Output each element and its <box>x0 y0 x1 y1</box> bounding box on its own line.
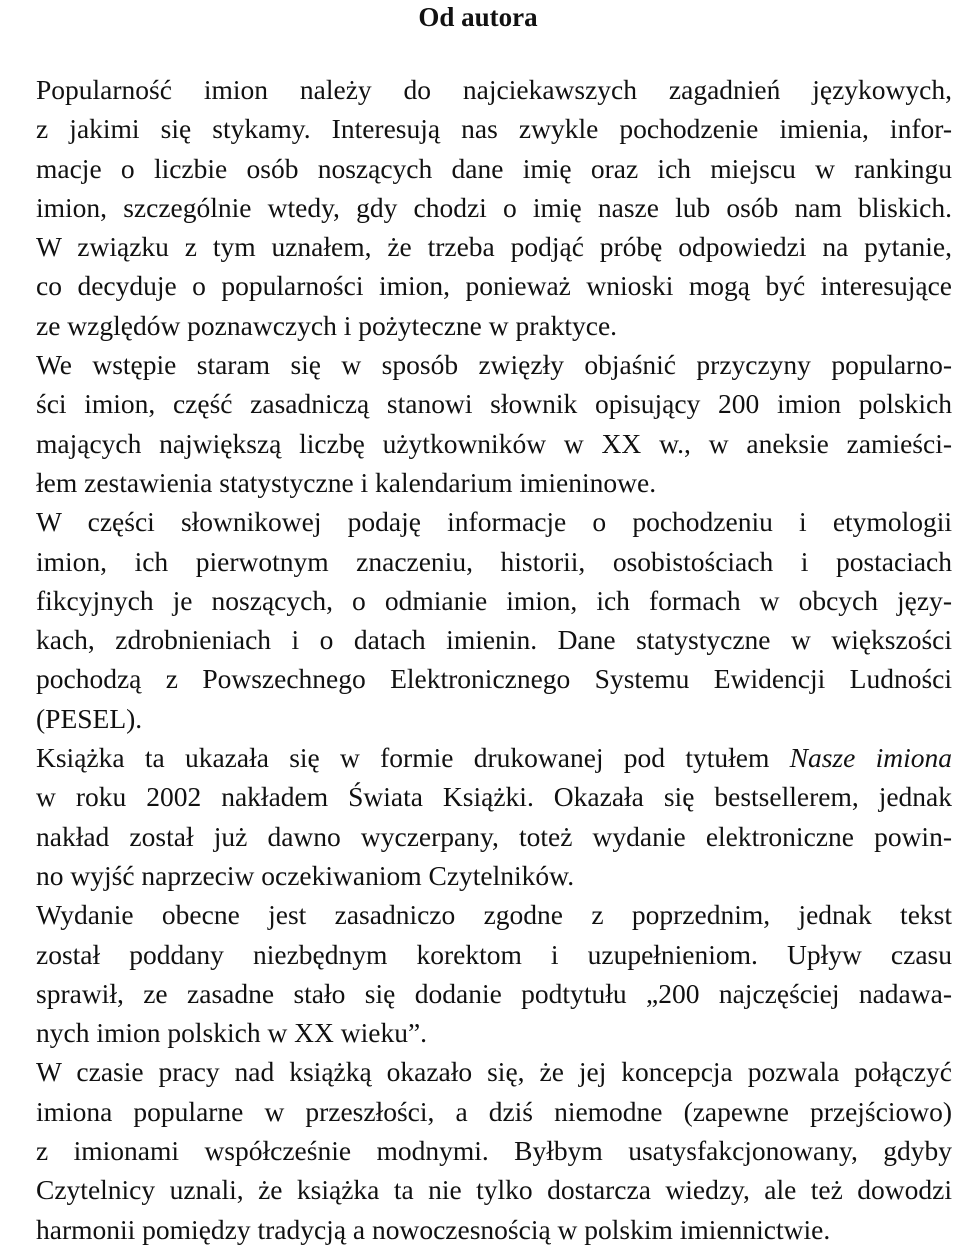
text-line: W części słownikowej podaję informacje o pochodzeniu i etymologii <box>36 506 952 538</box>
text-line: harmonii pomiędzy tradycją a nowoczesnością w polskim imiennictwie. <box>36 1213 831 1245</box>
text-line: łem zestawienia statystyczne i kalendarium imieninowe. <box>36 466 657 498</box>
text-line: imion, ich pierwotnym znaczeniu, historii, osobistościach i postaciach <box>36 545 952 577</box>
paragraph-6 <box>4 1052 952 1248</box>
paragraph-4 <box>4 738 952 895</box>
book-title-italic: Nasze imiona <box>789 742 952 774</box>
page-title: Od autora <box>418 2 538 32</box>
text-line: Wydanie obecne jest zasadniczo zgodne z poprzednim, jednak tekst <box>36 899 952 931</box>
text-line: Czytelnicy uznali, że książka ta nie tylko dostarcza wiedzy, ale też dowodzi <box>36 1174 952 1206</box>
text-line: no wyjść naprzeciw oczekiwaniom Czytelników. <box>36 859 575 891</box>
text-line: We wstępie staram się w sposób zwięzły objaśnić przyczyny popularno- <box>36 349 952 381</box>
text-line: z imionami współcześnie modnymi. Byłbym usatysfakcjonowany, gdyby <box>36 1135 952 1167</box>
text-line: kach, zdrobnieniach i o datach imienin. Dane statystyczne w większości <box>36 624 952 656</box>
text-line: imion, szczególnie wtedy, gdy chodzi o imię nasze lub osób nam bliskich. <box>36 191 952 223</box>
text-line: mających największą liczbę użytkowników w XX w., w aneksie zamieści- <box>36 427 952 459</box>
paragraph-1 <box>4 70 952 345</box>
paragraph-5 <box>4 895 952 1052</box>
text-line <box>4 738 952 777</box>
text-line: nakład został już dawno wyczerpany, toteż wydanie elektroniczne powin- <box>36 820 952 852</box>
text-line: macje o liczbie osób noszących dane imię oraz ich miejscu w rankingu <box>36 152 952 184</box>
text-line: pochodzą z Powszechnego Elektronicznego Systemu Ewidencji Ludności <box>36 663 952 695</box>
text-line: sprawił, ze zasadne stało się dodanie podtytułu „200 najczęściej nadawa- <box>36 977 952 1009</box>
text-line: ści imion, część zasadniczą stanowi słownik opisujący 200 imion polskich <box>36 388 952 420</box>
text-line: został poddany niezbędnym korektom i uzupełnieniom. Upływ czasu <box>36 938 952 970</box>
text-line: (PESEL). <box>36 702 143 734</box>
paragraph-2 <box>4 345 952 502</box>
text-line: W związku z tym uznałem, że trzeba podjąć próbę odpowiedzi na pytanie, <box>36 231 952 263</box>
text-segment: Książka ta ukazała się w formie drukowanej pod tytułem <box>36 742 790 774</box>
paragraph-3 <box>4 502 952 738</box>
text-line: fikcyjnych je noszących, o odmianie imion, ich formach w obcych języ- <box>36 584 952 616</box>
body-text <box>4 70 952 1249</box>
text-line: w roku 2002 nakładem Świata Książki. Okazała się bestsellerem, jednak <box>36 781 952 813</box>
text-line: Popularność imion należy do najciekawszych zagadnień językowych, <box>36 74 952 105</box>
text-line: z jakimi się stykamy. Interesują nas zwykle pochodzenie imienia, infor- <box>36 113 952 145</box>
text-line: co decyduje o popularności imion, ponieważ wnioski mogą być interesujące <box>36 270 952 302</box>
text-line: ze względów poznawczych i pożyteczne w praktyce. <box>36 309 618 341</box>
text-line: imiona popularne w przeszłości, a dziś niemodne (zapewne przejściowo) <box>36 1095 952 1127</box>
text-line: W czasie pracy nad książką okazało się, że jej koncepcja pozwala połączyć <box>36 1056 952 1088</box>
text-line: nych imion polskich w XX wieku”. <box>36 1017 428 1049</box>
